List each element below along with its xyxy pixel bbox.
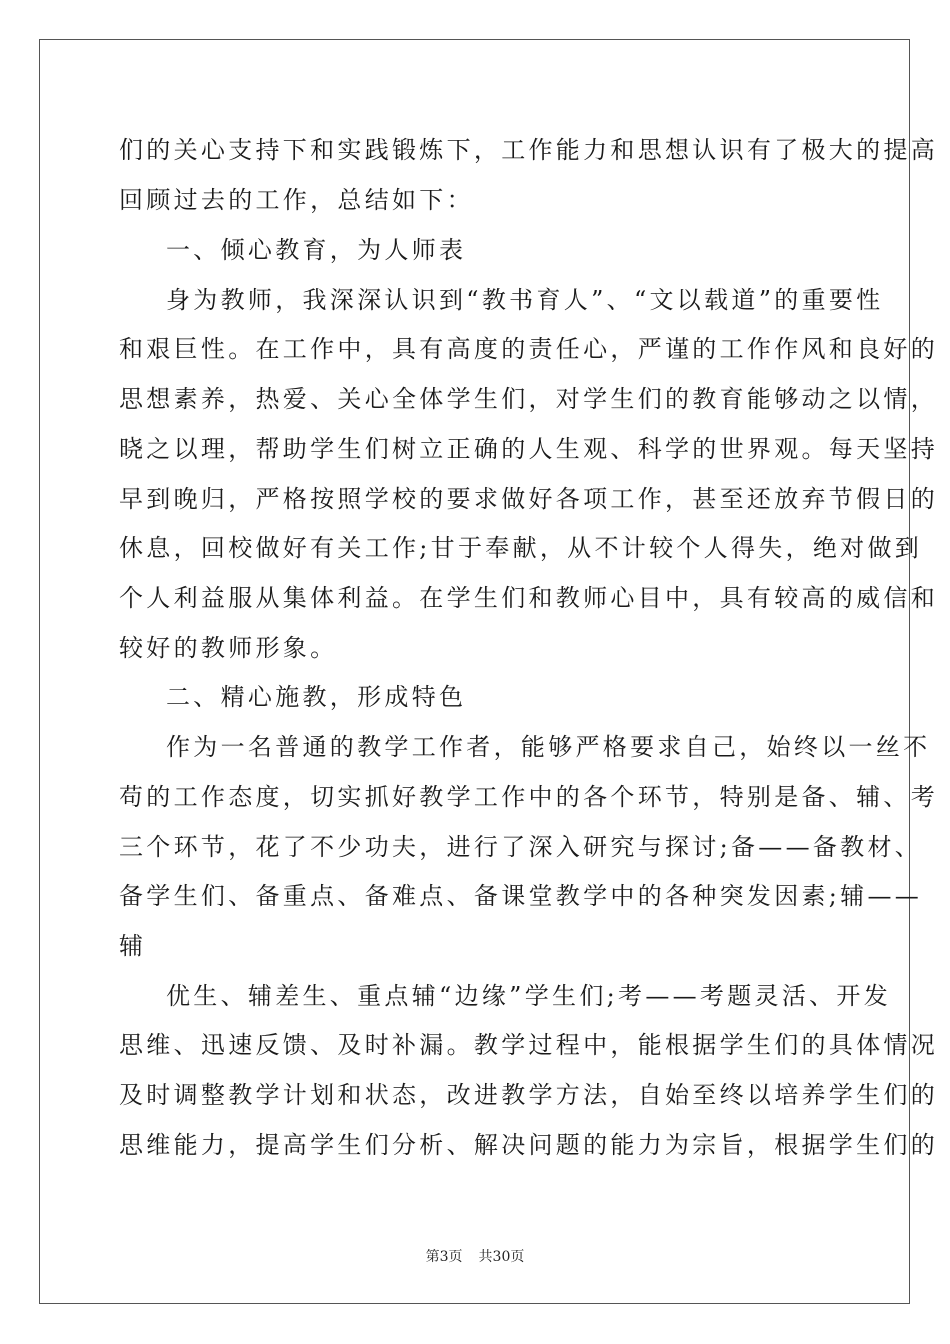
text-line: 们的关心支持下和实践锻炼下，工作能力和思想认识有了极大的提高	[119, 136, 938, 164]
section-heading: 二、精心施教，形成特色	[166, 683, 467, 711]
section-heading: 一、倾心教育，为人师表	[166, 236, 467, 264]
text-line: 及时调整教学计划和状态，改进教学方法，自始至终以培养学生们的	[119, 1081, 938, 1109]
text-line: 和艰巨性。在工作中，具有高度的责任心，严谨的工作作风和良好的	[119, 335, 938, 363]
page-number: 第3页	[425, 1249, 463, 1265]
page-border	[39, 39, 938, 1304]
page-total: 共30页	[478, 1249, 525, 1265]
text-line: 思维能力，提高学生们分析、解决问题的能力为宗旨，根据学生们的	[119, 1131, 938, 1159]
text-line: 作为一名普通的教学工作者，能够严格要求自己，始终以一丝不	[166, 733, 931, 761]
text-line: 休息，回校做好有关工作;甘于奉献，从不计较个人得失，绝对做到	[119, 534, 923, 562]
text-line: 个人利益服从集体利益。在学生们和教师心目中，具有较高的威信和	[119, 584, 938, 612]
text-line: 思维、迅速反馈、及时补漏。教学过程中，能根据学生们的具体情况	[119, 1031, 938, 1059]
text-line: 早到晚归，严格按照学校的要求做好各项工作，甚至还放弃节假日的	[119, 485, 938, 513]
text-line: 思想素养，热爱、关心全体学生们，对学生们的教育能够动之以情，	[119, 385, 938, 413]
text-line: 身为教师，我深深认识到“教书育人”、“文以载道”的重要性	[166, 286, 884, 314]
text-line: 较好的教师形象。	[119, 634, 338, 662]
text-line: 辅	[119, 932, 147, 960]
text-line: 三个环节，花了不少功夫，进行了深入研究与探讨;备——备教材、	[119, 833, 923, 861]
page-footer	[0, 1248, 950, 1266]
text-line: 晓之以理，帮助学生们树立正确的人生观、科学的世界观。每天坚持	[119, 435, 938, 463]
text-line: 苟的工作态度，切实抓好教学工作中的各个环节，特别是备、辅、考	[119, 783, 938, 811]
text-line: 回顾过去的工作，总结如下：	[119, 186, 474, 214]
text-line: 优生、辅差生、重点辅“边缘”学生们;考——考题灵活、开发	[166, 982, 892, 1010]
text-line: 备学生们、备重点、备难点、备课堂教学中的各种突发因素;辅——	[119, 882, 923, 910]
